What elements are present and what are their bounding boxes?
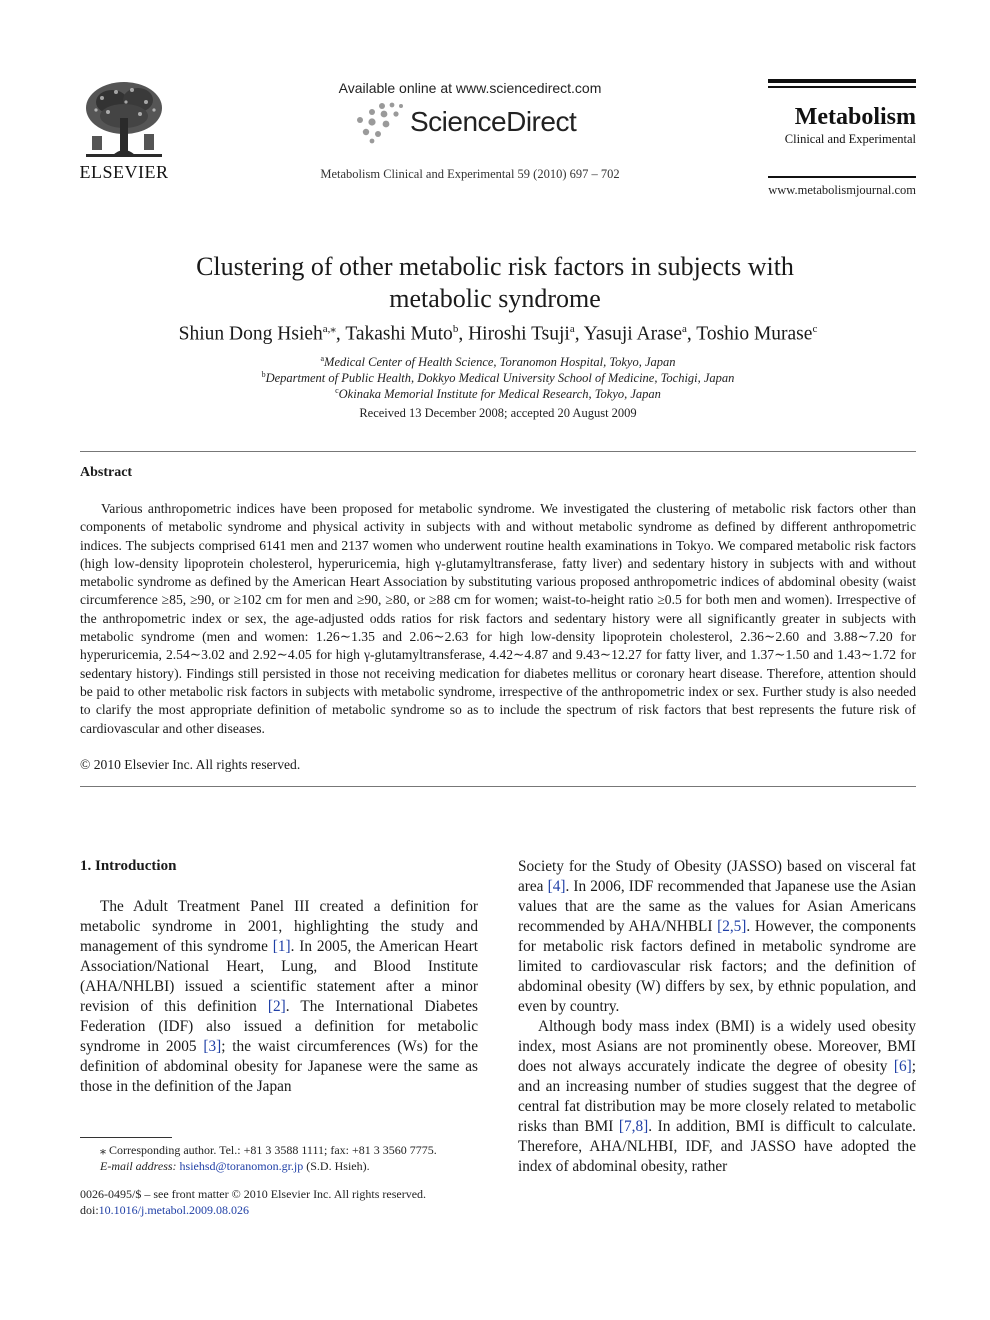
journal-rule-top-thin: [768, 86, 916, 88]
sciencedirect-wordmark: ScienceDirect: [410, 106, 577, 137]
affiliation-a: [80, 354, 916, 370]
body-text: Although body mass index (BMI) is a widely used obesity index, most Asians are not prominently obese. Moreover, BMI does not always accurately indicate the degree of obesity: [518, 1018, 916, 1075]
article-title-line-1: Clustering of other metabolic risk factors in subjects with: [196, 252, 794, 281]
author-name: Yasuji Arase: [583, 323, 682, 345]
author-separator: ,: [574, 323, 584, 345]
body-text: ; and an increasing number of studies suggest that the degree of central fat distribution may be more closely related to metabolic risks than BMI: [518, 1058, 916, 1135]
body-text: . In addition, BMI is difficult to calculate. Therefore, AHA/NLHBI, IDF, and JASSO have adopted the index of abdominal obesity, rather: [518, 1118, 916, 1175]
affiliation-text: Department of Public Health, Dokkyo Medical University School of Medicine, Tochigi, Japan: [265, 371, 735, 386]
journal-citation: Metabolism Clinical and Experimental 59 (2010) 697 – 702: [320, 167, 620, 181]
right-column: [518, 857, 916, 1177]
abstract-heading: Abstract: [80, 465, 133, 480]
affiliation-marker: a: [320, 354, 325, 363]
elsevier-tree-icon: [82, 78, 166, 160]
section-heading-introduction: 1. Introduction: [80, 858, 177, 874]
author-affiliation-marker: a,⁎: [322, 323, 336, 335]
email-label: E-mail address:: [100, 1159, 177, 1173]
sciencedirect-logo[interactable]: [352, 100, 592, 144]
elsevier-logo: [78, 78, 170, 182]
body-text: . However, the components for metabolic risk factors defined in metabolic syndrome are limited to cardiovascular risk factors; and the definition of abdominal obesity (W) differs by sex, by ethnic population, and even by country.: [518, 918, 916, 1015]
body-text: . In 2006, IDF recommended that Japanese use the Asian values that are the same as the values for Asian Americans recommended by AHA/NHBLI: [518, 878, 916, 935]
author-list: [80, 322, 916, 346]
doi-link[interactable]: 10.1016/j.metabol.2009.08.026: [98, 1203, 249, 1217]
body-text: ; the waist circumferences (Ws) for the definition of abdominal obesity for Japanese were the same as those in the definition of the Japan: [80, 1038, 478, 1095]
journal-url[interactable]: www.metabolismjournal.com: [768, 183, 916, 197]
author-affiliation-marker: b: [452, 323, 459, 335]
intro-paragraph-1: [80, 897, 478, 1097]
author-affiliation-marker: a: [569, 323, 575, 335]
received-dates: Received 13 December 2008; accepted 20 August 2009: [359, 406, 637, 420]
abstract-rule-top: [80, 451, 916, 452]
author-affiliation-marker: c: [812, 323, 818, 335]
email-footnote: [80, 1158, 480, 1174]
issn-line: 0026-0495/$ – see front matter © 2010 Elsevier Inc. All rights reserved.: [80, 1187, 427, 1201]
reference-link[interactable]: [7,8]: [618, 1118, 649, 1135]
article-title-line-2: metabolic syndrome: [389, 284, 601, 313]
author-separator: ,: [686, 323, 697, 345]
affiliation-b: [80, 370, 916, 386]
reference-link[interactable]: [4]: [547, 878, 566, 895]
body-text: Society for the Study of Obesity (JASSO) based on visceral fat area: [518, 858, 916, 895]
reference-link[interactable]: [2,5]: [717, 918, 747, 935]
doi-label: doi:: [80, 1203, 99, 1217]
abstract-text: Various anthropometric indices have been proposed for metabolic syndrome. We investigated the clustering of metabolic risk factors other than components of metabolic syndrome and physical activity in subjects with and without metabolic syndrome as defined by different anthropometric indices. The subjects comprised 6141 men and 2137 women who underwent routine health examinations in Tokyo. We compared metabolic risk factors (high low-density lipoprotein cholesterol, hyperuricemia, high γ-glutamyltransferase, fatty liver) and sedentary history in subjects with and without metabolic syndrome as defined by the American Heart Association by substituting various proposed anthropometric indices of abdominal obesity (waist circumference ≥85, ≥90, or ≥102 cm for men and ≥90, ≥80, or ≥88 cm for women; waist-to-height ratio ≥0.5 for both men and women). Irrespective of the anthropometric index or sex, the age-adjusted odds ratios for risk factors and sedentary history were all significantly greater in subjects with metabolic syndrome (men and women: 1.26∼1.35 and 2.06∼2.63 for high low-density lipoprotein cholesterol, 2.36∼2.60 and 3.88∼7.20 for hyperuricemia, 2.54∼3.02 and 2.92∼4.05 for high γ-glutamyltransferase, 4.42∼4.87 and 9.43∼12.27 for fatty liver, and 1.37∼1.50 and 1.43∼1.72 for sedentary history). Findings still persisted in those not receiving medication for diabetes mellitus or coronary heart disease. Therefore, attention should be paid to other metabolic risk factors in subjects with metabolic syndrome, irrespective of the anthropometric index or sex. Further study is also needed to clarify the most appropriate definition of metabolic syndrome so as to include the spectrum of risk factors that best represents the future risk of cardiovascular and other diseases.: [80, 501, 916, 736]
intro-paragraph-1-continued: [518, 857, 916, 1017]
author-name: Takashi Muto: [345, 323, 453, 345]
affiliation-text: Okinaka Memorial Institute for Medical Research, Tokyo, Japan: [338, 387, 661, 402]
body-text: . In 2005, the American Heart Association/National Heart, Lung, and Blood Institute (AHA/NHLBI) issued a scientific statement after a minor revision of this definition: [80, 938, 478, 1015]
affiliation-marker: b: [261, 370, 266, 379]
author-separator: ,: [458, 323, 469, 345]
doi-line: [80, 1202, 480, 1218]
body-text: The Adult Treatment Panel III created a definition for metabolic syndrome in 2001, highlighting the study and management of this syndrome: [80, 898, 478, 955]
email-suffix: (S.D. Hsieh).: [303, 1159, 370, 1173]
reference-link[interactable]: [2]: [267, 998, 286, 1015]
author-separator: ,: [335, 323, 346, 345]
reference-link[interactable]: [6]: [893, 1058, 912, 1075]
abstract-rule-bottom: [80, 786, 916, 787]
corresponding-author-footnote: ⁎ Corresponding author. Tel.: +81 3 3588 1111; fax: +81 3 3560 7775.: [100, 1143, 437, 1157]
article-title: [120, 251, 870, 315]
author-name: Shiun Dong Hsieh: [178, 323, 323, 345]
reference-link[interactable]: [3]: [203, 1038, 222, 1055]
sciencedirect-dots-icon: [352, 100, 412, 144]
journal-subtitle: Clinical and Experimental: [784, 132, 916, 146]
author-affiliation-marker: a: [681, 323, 687, 335]
author-name: Hiroshi Tsuji: [468, 323, 570, 345]
affiliation-c: [80, 386, 916, 402]
affiliation-marker: c: [335, 386, 339, 395]
abstract-copyright: © 2010 Elsevier Inc. All rights reserved.: [80, 757, 301, 772]
journal-rule-bottom: [768, 176, 916, 178]
intro-paragraph-2: [518, 1017, 916, 1177]
journal-rule-top: [768, 79, 916, 83]
reference-link[interactable]: [1]: [272, 938, 291, 955]
left-column: [80, 897, 478, 1097]
email-link[interactable]: hsiehsd@toranomon.gr.jp: [179, 1159, 304, 1173]
elsevier-wordmark: ELSEVIER: [79, 162, 169, 182]
affiliation-text: Medical Center of Health Science, Toranomon Hospital, Tokyo, Japan: [324, 355, 676, 370]
journal-name: Metabolism: [794, 104, 916, 130]
footnote-rule: [80, 1137, 172, 1138]
author-name: Toshio Murase: [696, 323, 813, 345]
available-online-text[interactable]: Available online at www.sciencedirect.com: [338, 80, 602, 96]
body-text: . The International Diabetes Federation (IDF) also issued a definition for metabolic syndrome in 2005: [80, 998, 478, 1055]
